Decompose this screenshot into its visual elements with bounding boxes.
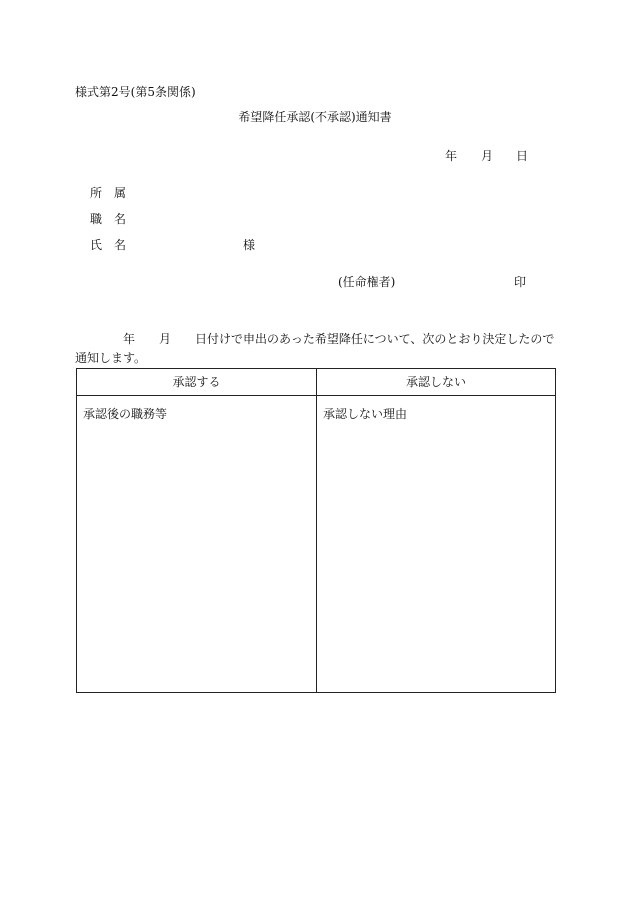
date-day-label: 日 — [516, 149, 529, 163]
body-month: 月 — [159, 332, 172, 346]
position-label-char2: 名 — [114, 212, 127, 226]
name-label — [90, 239, 138, 251]
affiliation-label-char2: 属 — [114, 186, 127, 200]
approve-body-label: 承認後の職務等 — [83, 407, 168, 421]
body-text-line2: 通知します。 — [75, 351, 147, 365]
approve-column — [77, 369, 317, 692]
name-label-char1: 氏 — [90, 238, 103, 252]
affiliation-label-char1: 所 — [90, 186, 103, 200]
appointer-label: (任命権者) — [338, 275, 396, 289]
position-label — [90, 213, 138, 225]
document-title: 希望降任承認(不承認)通知書 — [238, 110, 392, 124]
date-month-label: 月 — [481, 149, 494, 163]
body-text-line1 — [75, 333, 554, 345]
honorific-sama: 様 — [243, 238, 256, 252]
reject-body-label: 承認しない理由 — [323, 407, 408, 421]
body-text-rest: 日付けで申出のあった希望降任について、次のとおり決定したので — [195, 332, 555, 346]
reject-header: 承認しない — [317, 369, 555, 396]
reject-column — [317, 369, 555, 692]
decision-table — [76, 368, 556, 693]
date-year-label: 年 — [445, 149, 458, 163]
seal-label: 印 — [514, 275, 527, 289]
form-number: 様式第2号(第5条関係) — [75, 85, 196, 99]
position-label-char1: 職 — [90, 212, 103, 226]
name-label-char2: 名 — [114, 238, 127, 252]
affiliation-label — [90, 187, 138, 199]
body-year: 年 — [123, 332, 136, 346]
approve-header: 承認する — [77, 369, 316, 396]
